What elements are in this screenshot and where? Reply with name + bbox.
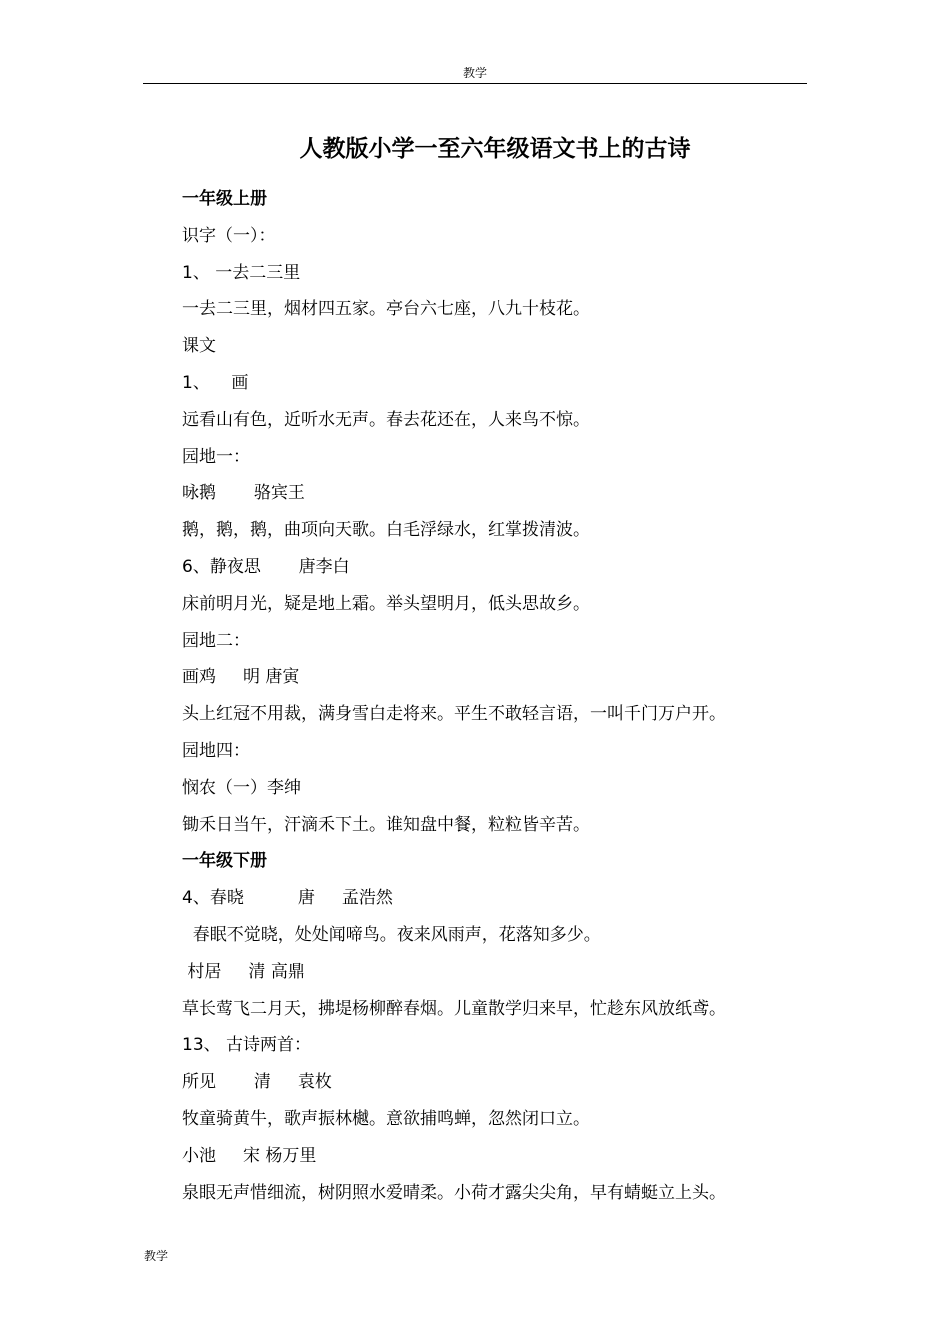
subsection-label: 园地四：: [182, 740, 250, 761]
poem-title: 4、春晓 唐 孟浩然: [182, 888, 393, 909]
poem-title: 画鸡 明 唐寅: [182, 667, 300, 688]
document-title: 人教版小学一至六年级语文书上的古诗: [299, 136, 691, 162]
poem-title: 悯农（一）李绅: [182, 777, 301, 798]
poem-text: 头上红冠不用裁，满身雪白走将来。平生不敢轻言语，一叫千门万户开。: [182, 704, 726, 725]
poem-title: 咏鹅 骆宾王: [182, 483, 305, 504]
poem-title: 1、 一去二三里: [182, 262, 301, 283]
subsection-label: 园地一：: [182, 446, 250, 467]
poem-text: 草长莺飞二月天，拂堤杨柳醉春烟。儿童散学归来早，忙趁东风放纸鸢。: [182, 998, 726, 1019]
poem-title: 1、 画: [182, 372, 249, 393]
poem-text: 床前明月光，疑是地上霜。举头望明月，低头思故乡。: [182, 593, 590, 614]
subsection-label: 课文: [182, 336, 216, 357]
subsection-label: 园地二：: [182, 630, 250, 651]
subsection-label: 13、 古诗两首：: [182, 1035, 312, 1056]
poem-title: 6、静夜思 唐李白: [182, 556, 350, 577]
poem-text: 春眠不觉晓，处处闻啼鸟。夜来风雨声，花落知多少。: [182, 924, 601, 945]
page-footer: 教学: [144, 1249, 169, 1263]
section-heading-grade1-vol1: 一年级上册: [182, 189, 267, 209]
poem-text: 远看山有色，近听水无声。春去花还在，人来鸟不惊。: [182, 409, 590, 430]
document-body: [182, 184, 822, 1214]
page-header: 教学: [462, 66, 487, 80]
poem-text: 泉眼无声惜细流，树阴照水爱晴柔。小荷才露尖尖角，早有蜻蜓立上头。: [182, 1182, 726, 1203]
poem-text: 鹅，鹅，鹅，曲项向天歌。白毛浮绿水，红掌拨清波。: [182, 520, 590, 541]
poem-text: 锄禾日当午，汗滴禾下土。谁知盘中餐，粒粒皆辛苦。: [182, 814, 590, 835]
poem-title: 所见 清 袁枚: [182, 1072, 332, 1093]
header-divider: [143, 83, 807, 84]
poem-title: 村居 清 高鼎: [182, 961, 305, 982]
section-heading-grade1-vol2: 一年级下册: [182, 851, 267, 872]
poem-text: 一去二三里，烟材四五家。亭台六七座，八九十枝花。: [182, 299, 590, 320]
poem-title: 小池 宋 杨万里: [182, 1145, 317, 1166]
subsection-label: 识字（一）：: [182, 225, 276, 246]
poem-text: 牧童骑黄牛，歌声振林樾。意欲捕鸣蝉，忽然闭口立。: [182, 1108, 590, 1129]
